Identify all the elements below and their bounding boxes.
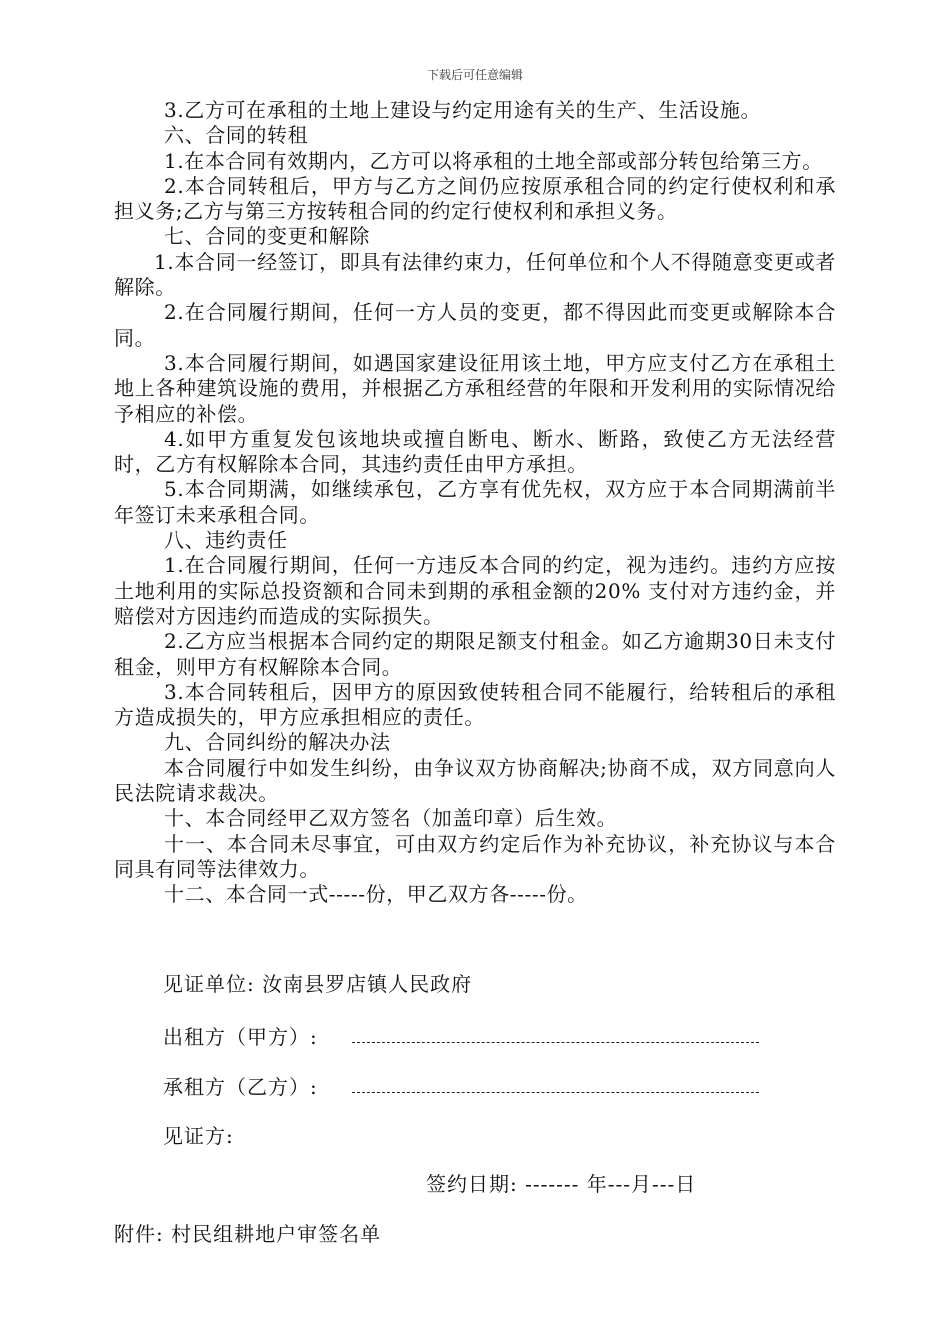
clause-paragraph: 5.本合同期满，如继续承包，乙方享有优先权，双方应于本合同期满前半年签订未来承租合同。	[114, 477, 836, 527]
clause-paragraph: 十一、本合同未尽事宜，可由双方约定后作为补充协议，补充协议与本合同具有同等法律效力。	[114, 831, 836, 881]
section-heading: 六、合同的转租	[164, 123, 309, 148]
annex-note: 附件: 村民组耕地户审签名单	[114, 1222, 382, 1246]
section-heading: 七、合同的变更和解除	[164, 224, 370, 249]
lessor-signature-line	[352, 1042, 759, 1043]
page-header: 下载后可任意编辑	[426, 68, 523, 82]
clause-paragraph: 2.乙方应当根据本合同约定的期限足额支付租金。如乙方逾期30日未支付租金，则甲方有权解除本合同。	[114, 629, 836, 679]
signing-date: 签约日期: ------- 年---月---日	[426, 1172, 697, 1196]
lessee-label: 承租方（乙方）:	[163, 1075, 318, 1099]
clause-paragraph: 十、本合同经甲乙双方签名（加盖印章）后生效。	[164, 806, 618, 831]
witness-label: 见证方:	[163, 1124, 234, 1148]
clause-paragraph: 十二、本合同一式-----份，甲乙双方各-----份。	[164, 882, 588, 907]
clause-paragraph: 3.乙方可在承租的土地上建设与约定用途有关的生产、生活设施。	[164, 98, 762, 122]
clause-paragraph: 1.在合同履行期间，任何一方违反本合同的约定，视为违约。违约方应按土地利用的实际总投资额和合同未到期的承租金额的20% 支付对方违约金，并赔偿对方因违约而造成的实际损失。	[114, 553, 836, 628]
clause-paragraph: 3.本合同转租后，因甲方的原因致使转租合同不能履行，给转租后的承租方造成损失的，甲方应承担相应的责任。	[114, 679, 836, 730]
section-heading: 八、违约责任	[164, 528, 288, 553]
witness-unit: 见证单位: 汝南县罗店镇人民政府	[163, 972, 473, 996]
clause-paragraph: 本合同履行中如发生纠纷，由争议双方协商解决;协商不成，双方同意向人民法院请求裁决。	[114, 755, 836, 806]
clause-paragraph: 4.如甲方重复发包该地块或擅自断电、断水、断路，致使乙方无法经营时，乙方有权解除本合同，其违约责任由甲方承担。	[114, 426, 836, 477]
contract-body	[114, 98, 836, 908]
clause-paragraph: 3.本合同履行期间，如遇国家建设征用该土地，甲方应支付乙方在承租土地上各种建筑设施的费用，并根据乙方承租经营的年限和开发利用的实际情况给予相应的补偿。	[114, 350, 836, 426]
clause-paragraph: 1.在本合同有效期内，乙方可以将承租的土地全部或部分转包给第三方。	[164, 148, 823, 173]
clause-paragraph: 2.本合同转租后，甲方与乙方之间仍应按原承租合同的约定行使权利和承担义务;乙方与第三方按转租合同的约定行使权利和承担义务。	[114, 173, 836, 224]
lessee-signature-line	[352, 1092, 759, 1093]
clause-paragraph: 1.本合同一经签订，即具有法律约束力，任何单位和个人不得随意变更或者解除。	[114, 249, 836, 300]
section-heading: 九、合同纠纷的解决办法	[164, 730, 391, 755]
lessor-label: 出租方（甲方）:	[163, 1025, 318, 1049]
clause-paragraph: 2.在合同履行期间，任何一方人员的变更，都不得因此而变更或解除本合同。	[114, 300, 836, 350]
